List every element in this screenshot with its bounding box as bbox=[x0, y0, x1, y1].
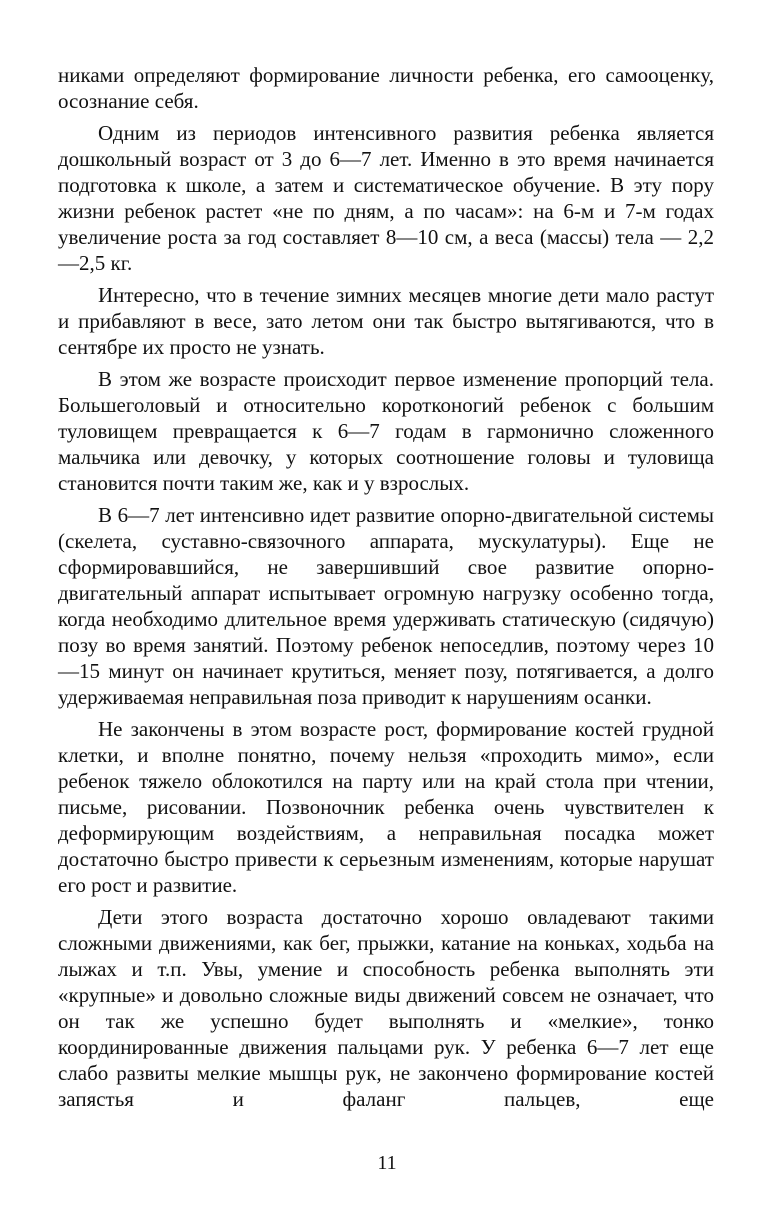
page-number: 11 bbox=[377, 1152, 397, 1174]
paragraph-4: В этом же возрасте происходит первое изменение пропорций тела. Большеголовый и относительно коротконогий ребенок с большим туловищем превращается к 6—7 годам в гармонично сложенного мальчика или девочку, у которых соотношение головы и туловища становится почти таким же, как и у взрослых. bbox=[58, 367, 714, 495]
paragraph-2: Одним из периодов интенсивного развития ребенка является дошкольный возраст от 3 до 6—7 лет. Именно в это время начинается подготовка к школе, а затем и систематическое обучение. В эту пору жизни ребенок растет «не по дням, а по часам»: на 6-м и 7-м годах увеличение роста за год составляет 8—10 см, а веса (массы) тела — 2,2—2,5 кг. bbox=[58, 121, 714, 275]
paragraph-6: Не закончены в этом возрасте рост, формирование костей грудной клетки, и вполне понятно, почему нельзя «проходить мимо», если ребенок тяжело облокотился на парту или на край стола при чтении, письме, рисовании. Позвоночник ребенка очень чувствителен к деформирующим воздействиям, а неправильная посадка может достаточно быстро привести к серьезным изменениям, которые нарушат его рост и развитие. bbox=[58, 717, 714, 897]
paragraph-1: никами определяют формирование личности ребенка, его самооценку, осознание себя. bbox=[58, 63, 714, 113]
paragraph-5: В 6—7 лет интенсивно идет развитие опорно-двигательной системы (скелета, суставно-связочного аппарата, мускулатуры). Еще не сформировавшийся, не завершивший свое развитие опорно-двигательный аппарат испытывает огромную нагрузку особенно тогда, когда необходимо длительное время удерживать статическую (сидячую) позу во время занятий. Поэтому ребенок непоседлив, поэтому через 10—15 минут он начинает крутиться, меняет позу, потягивается, а долго удерживаемая неправильная поза приводит к нарушениям осанки. bbox=[58, 503, 714, 709]
paragraph-3: Интересно, что в течение зимних месяцев многие дети мало растут и прибавляют в весе, зато летом они так быстро вытягиваются, что в сентябре их просто не узнать. bbox=[58, 283, 714, 359]
page-body bbox=[58, 62, 714, 1118]
paragraph-7: Дети этого возраста достаточно хорошо овладевают такими сложными движениями, как бег, прыжки, катание на коньках, ходьба на лыжах и т.п. Увы, умение и способность ребенка выполнять эти «крупные» и довольно сложные виды движений совсем не означает, что он так же успешно будет выполнять и «мелкие», тонко координированные движения пальцами рук. У ребенка 6—7 лет еще слабо развиты мелкие мышцы рук, не закончено формирование костей запястья и фаланг пальцев, еще bbox=[58, 905, 714, 1111]
